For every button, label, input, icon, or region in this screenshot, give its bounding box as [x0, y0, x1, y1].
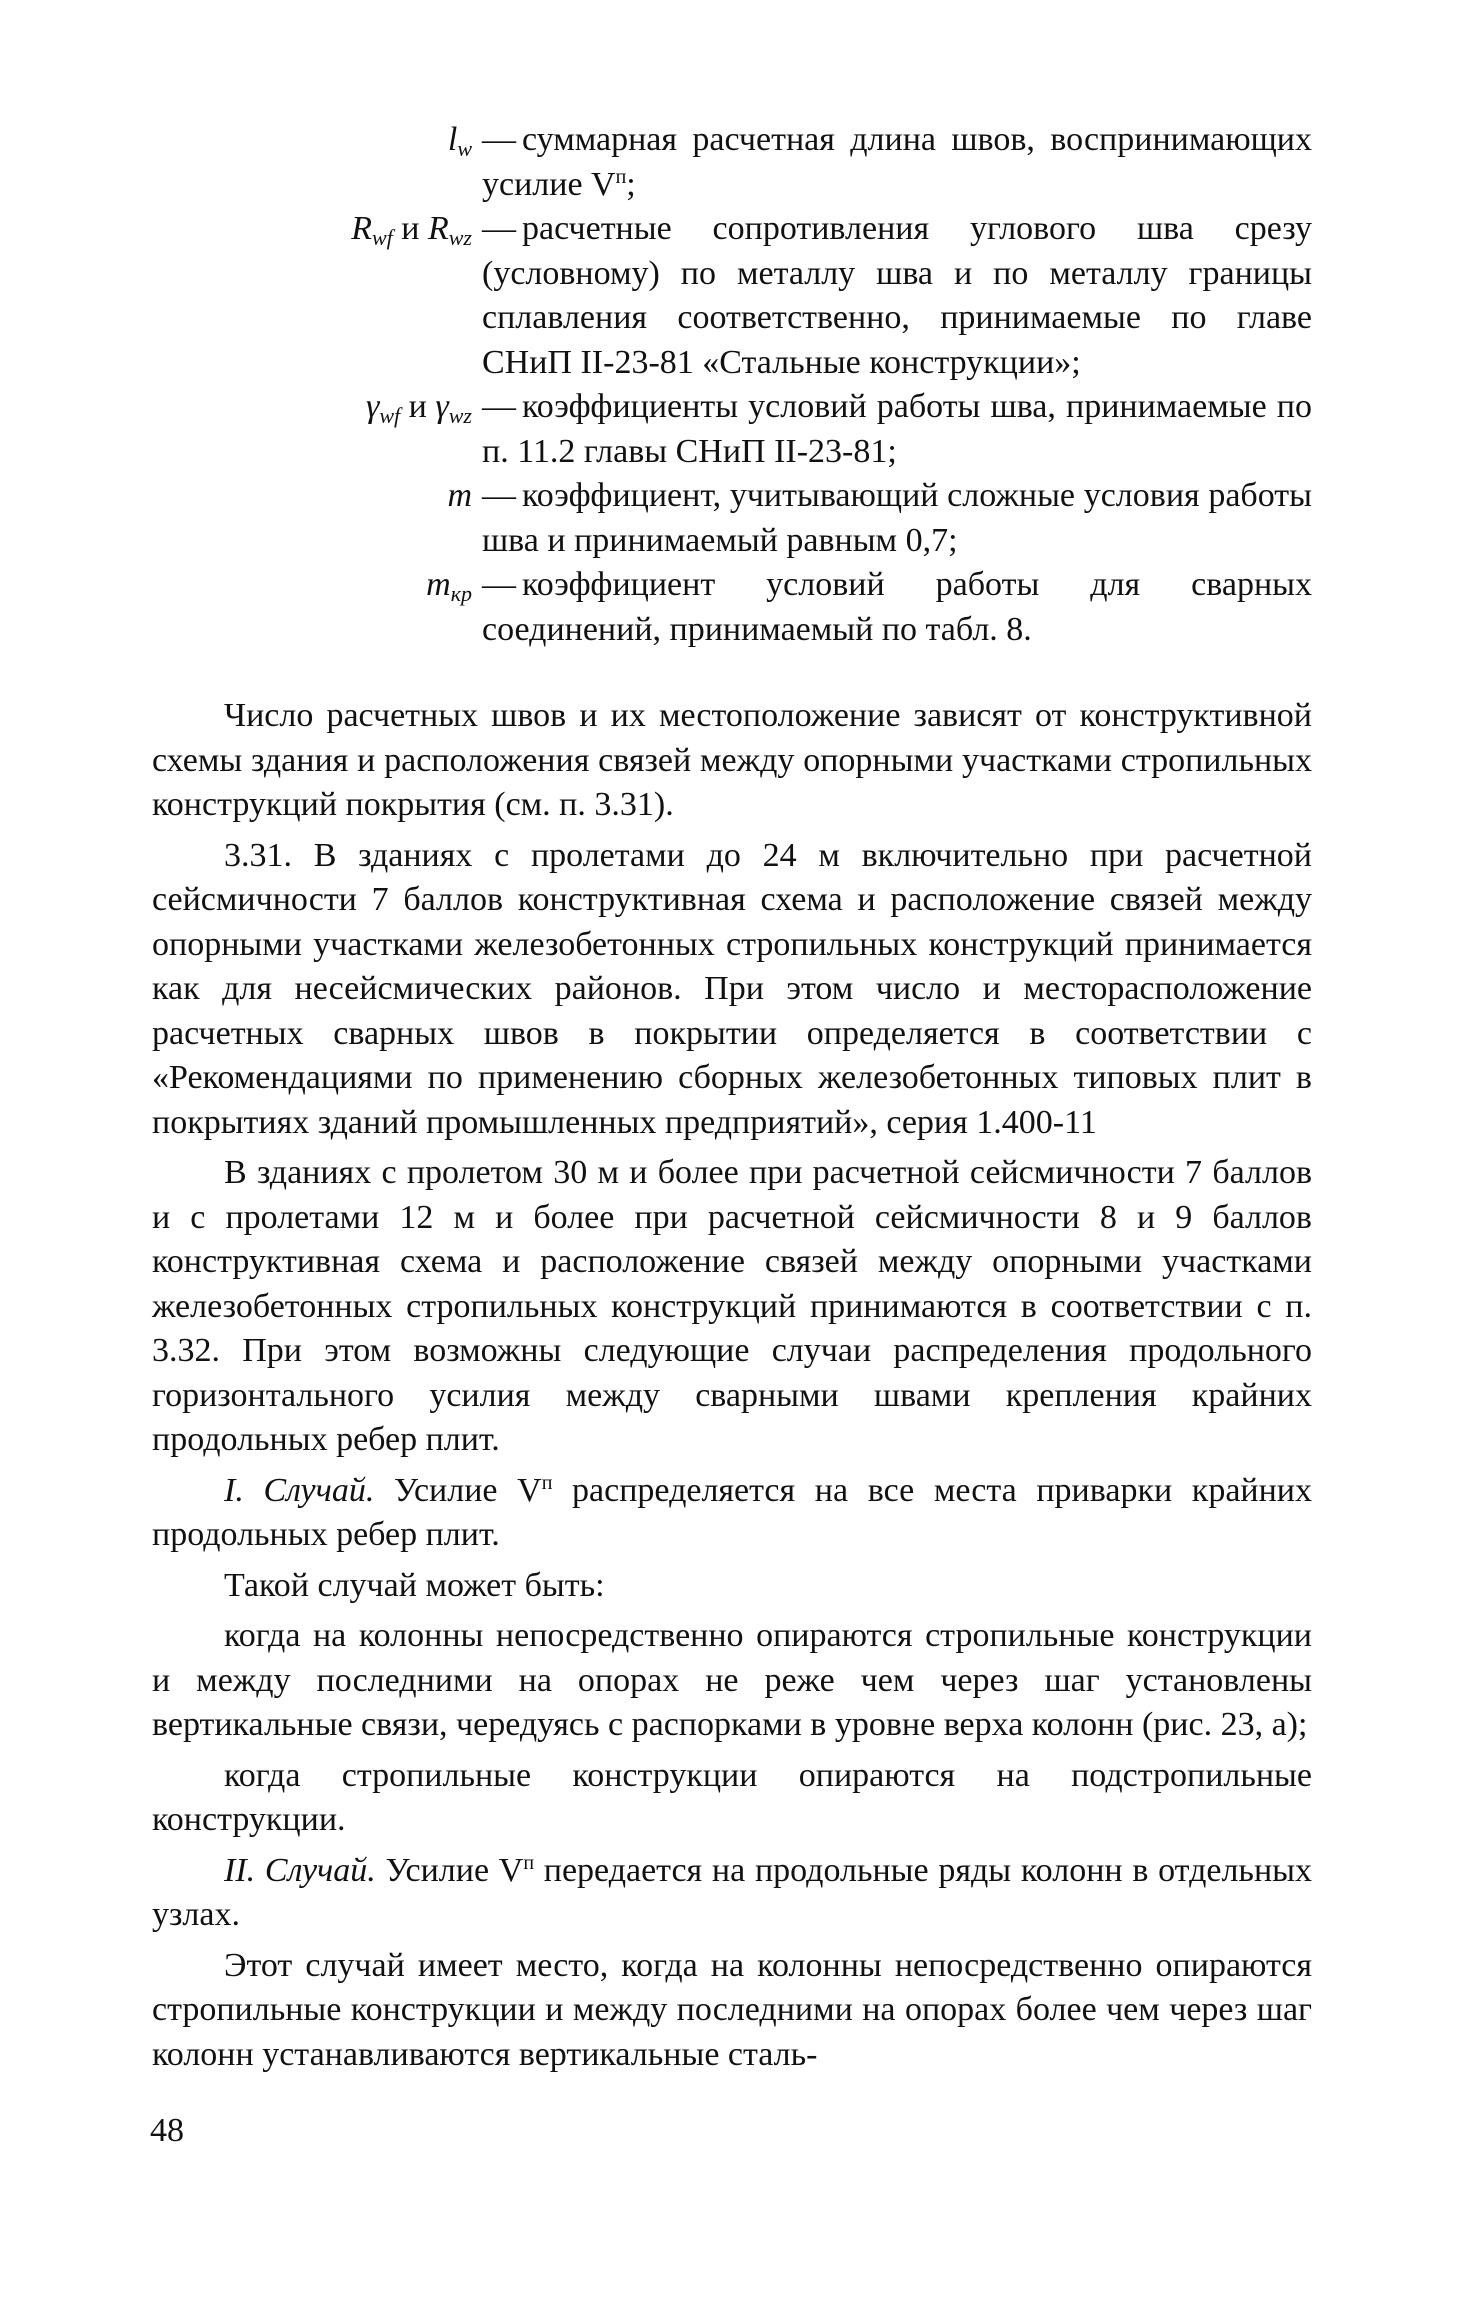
case-1-text-after: распределяется на все места приварки крайних продольных ребер плит. — [152, 1471, 1312, 1553]
case-2-text-after: передается на продольные ряды колонн в отдельных узлах. — [152, 1851, 1312, 1933]
paragraph-large-spans: В зданиях с пролетом 30 м и более при расчетной сейсмичности 7 баллов и с пролетами 12 м и более при расчетной сейсмичности 8 и 9 баллов конструктивная схема и расположение связей между опорными участками железобетонных стропильных конструкций принимаются в соответствии с п. 3.32. При этом возможны следующие случаи распределения продольного горизонтального усилия между сварными швами крепления крайних продольных ребер плит. — [152, 1154, 1312, 1458]
definition-symbol: $R_{wf}$ и $R_{wz}$ — [351, 210, 472, 250]
case-1-label: I. Случай. — [224, 1471, 375, 1509]
paragraph-case-1 — [152, 1469, 1312, 1558]
case-2-text-before: Усилие V — [375, 1851, 524, 1889]
case-2-superscript: п — [523, 1851, 535, 1874]
case-1-text-before: Усилие V — [374, 1471, 542, 1509]
definition-row — [152, 563, 1312, 652]
definition-text: — суммарная расчетная длина швов, воспринимающих усилие $V^п$; — [482, 121, 1312, 203]
definition-symbol: $l_w$ — [447, 121, 472, 161]
paragraph-case-1-intro: Такой случай может быть: — [224, 1566, 605, 1604]
definition-text: — коэффициент условий работы для сварных соединений, принимаемый по табл. 8. — [482, 566, 1312, 648]
definition-symbol: $\gamma_{wf}$ и $\gamma_{wz}$ — [365, 388, 472, 428]
definition-row — [152, 385, 1312, 474]
definition-text: — коэффициент, учитывающий сложные условия работы шва и принимаемый равным 0,7; — [482, 477, 1312, 559]
paragraph-case-2 — [152, 1849, 1312, 1938]
symbol-definitions — [152, 118, 1312, 652]
definition-symbol: $m_{кр}$ — [426, 566, 472, 606]
definition-text: — коэффициенты условий работы шва, принимаемые по п. 11.2 главы СНиП II-23-81; — [482, 388, 1312, 470]
page-number: 48 — [150, 2112, 184, 2149]
case-1-superscript: п — [541, 1471, 553, 1494]
paragraph-weld-count: Число расчетных швов и их местоположение зависят от конструктивной схемы здания и расположения связей между опорными участками стропильных конструкций покрытия (см. п. 3.31). — [152, 697, 1312, 823]
paragraph-case-1-columns: когда на колонны непосредственно опираются стропильные конструкции и между последними на опорах не реже чем через шаг установлены вертикальные связи, чередуясь с распорками в уровне верха колонн (рис. 23, а); — [152, 1617, 1312, 1743]
definition-row — [152, 207, 1312, 385]
paragraph-3-31: 3.31. В зданиях с пролетами до 24 м включительно при расчетной сейсмичности 7 баллов конструктивная схема и расположение связей между опорными участками железобетонных стропильных конструкций принимается как для несейсмических районов. При этом число и месторасположение расчетных сварных швов в покрытии определяется в соответствии с «Рекомендациями по применению сборных железобетонных типовых плит в покрытиях зданий промышленных предприятий», серия 1.400-11 — [152, 836, 1312, 1141]
definition-text: — расчетные сопротивления углового шва срезу (условному) по металлу шва и по металлу границы сплавления соответственно, принимаемые по главе СНиП II-23-81 «Стальные конструкции»; — [482, 210, 1312, 381]
definition-row — [152, 474, 1312, 563]
case-2-label: II. Случай. — [224, 1851, 376, 1889]
paragraph-case-2-details: Этот случай имеет место, когда на колонны непосредственно опираются стропильные конструкции и между последними на опорах более чем через шаг колонн устанавливаются вертикальные сталь- — [152, 1946, 1312, 2073]
page-body — [152, 118, 1312, 2083]
definition-symbol: m — [447, 477, 472, 514]
definition-row — [152, 118, 1312, 207]
paragraph-case-1-sub-trusses: когда стропильные конструкции опираются на подстропильные конструкции. — [152, 1756, 1312, 1838]
